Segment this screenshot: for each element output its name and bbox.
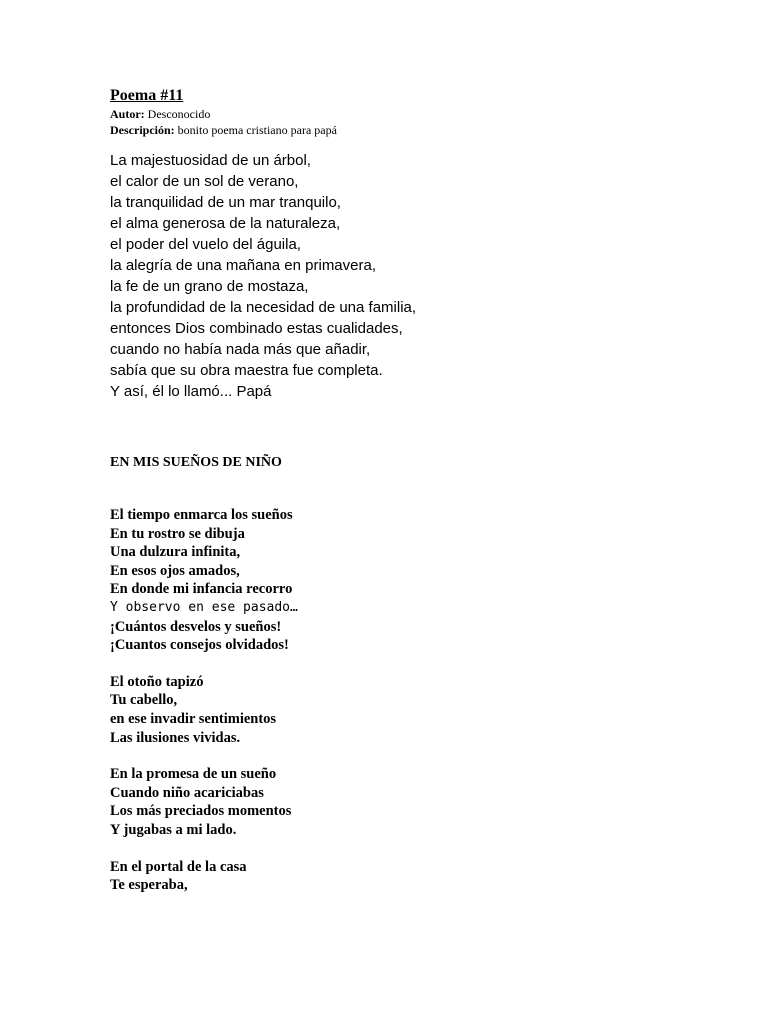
stanza: [110, 673, 730, 747]
poem-line: ¡Cuantos consejos olvidados!: [110, 637, 289, 654]
poem-line: En la promesa de un sueño: [110, 766, 277, 783]
stanza: [110, 858, 730, 895]
stanza: [110, 506, 730, 655]
poem-line: Y jugabas a mi lado.: [110, 821, 237, 838]
poem-line: Y observo en ese pasado…: [110, 599, 298, 615]
poem-line: el alma generosa de la naturaleza,: [110, 215, 341, 232]
poem-line: sabía que su obra maestra fue completa.: [110, 362, 383, 379]
author-value: Desconocido: [144, 107, 211, 121]
poem-line: El tiempo enmarca los sueños: [110, 507, 293, 523]
author-label: Autor:: [110, 107, 145, 121]
description-value: bonito poema cristiano para papá: [174, 123, 337, 137]
poem-line: Los más preciados momentos: [110, 803, 292, 820]
poem-line: el calor de un sol de verano,: [110, 173, 299, 190]
poem-1: [110, 150, 730, 402]
poem-line: En donde mi infancia recorro: [110, 581, 293, 598]
description-label: Descripción:: [110, 123, 175, 137]
poem-2: [110, 506, 730, 895]
poem-line: En esos ojos amados,: [110, 562, 240, 579]
poem-line: En tu rostro se dibuja: [110, 525, 245, 542]
poem-line: Y así, él lo llamó... Papá: [110, 383, 272, 400]
poem-line: La majestuosidad de un árbol,: [110, 152, 311, 169]
author-line: [110, 106, 730, 122]
poem-line: la fe de un grano de mostaza,: [110, 278, 309, 295]
poem-line: la tranquilidad de un mar tranquilo,: [110, 194, 341, 211]
stanza: [110, 765, 730, 839]
poem-line: en ese invadir sentimientos: [110, 710, 277, 727]
poem-line: Las ilusiones vividas.: [110, 729, 241, 746]
document-page: [110, 86, 730, 913]
poem-line: Te esperaba,: [110, 877, 188, 894]
poem-line: En el portal de la casa: [110, 858, 247, 875]
poem-line: El otoño tapizó: [110, 673, 204, 690]
poem-line: cuando no había nada más que añadir,: [110, 341, 371, 358]
poem-line: el poder del vuelo del águila,: [110, 236, 301, 253]
poem-line: la alegría de una mañana en primavera,: [110, 257, 377, 274]
poem-line: Una dulzura infinita,: [110, 544, 241, 561]
description-line: [110, 122, 730, 138]
poem-line: entonces Dios combinado estas cualidades,: [110, 320, 403, 337]
document-title: Poema #11: [110, 87, 184, 104]
poem-line: ¡Cuántos desvelos y sueños!: [110, 618, 282, 635]
poem-line: la profundidad de la necesidad de una familia,: [110, 299, 417, 316]
poem-line: Tu cabello,: [110, 692, 178, 709]
poem-2-heading: EN MIS SUEÑOS DE NIÑO: [110, 455, 282, 470]
poem-line: Cuando niño acariciabas: [110, 784, 264, 801]
